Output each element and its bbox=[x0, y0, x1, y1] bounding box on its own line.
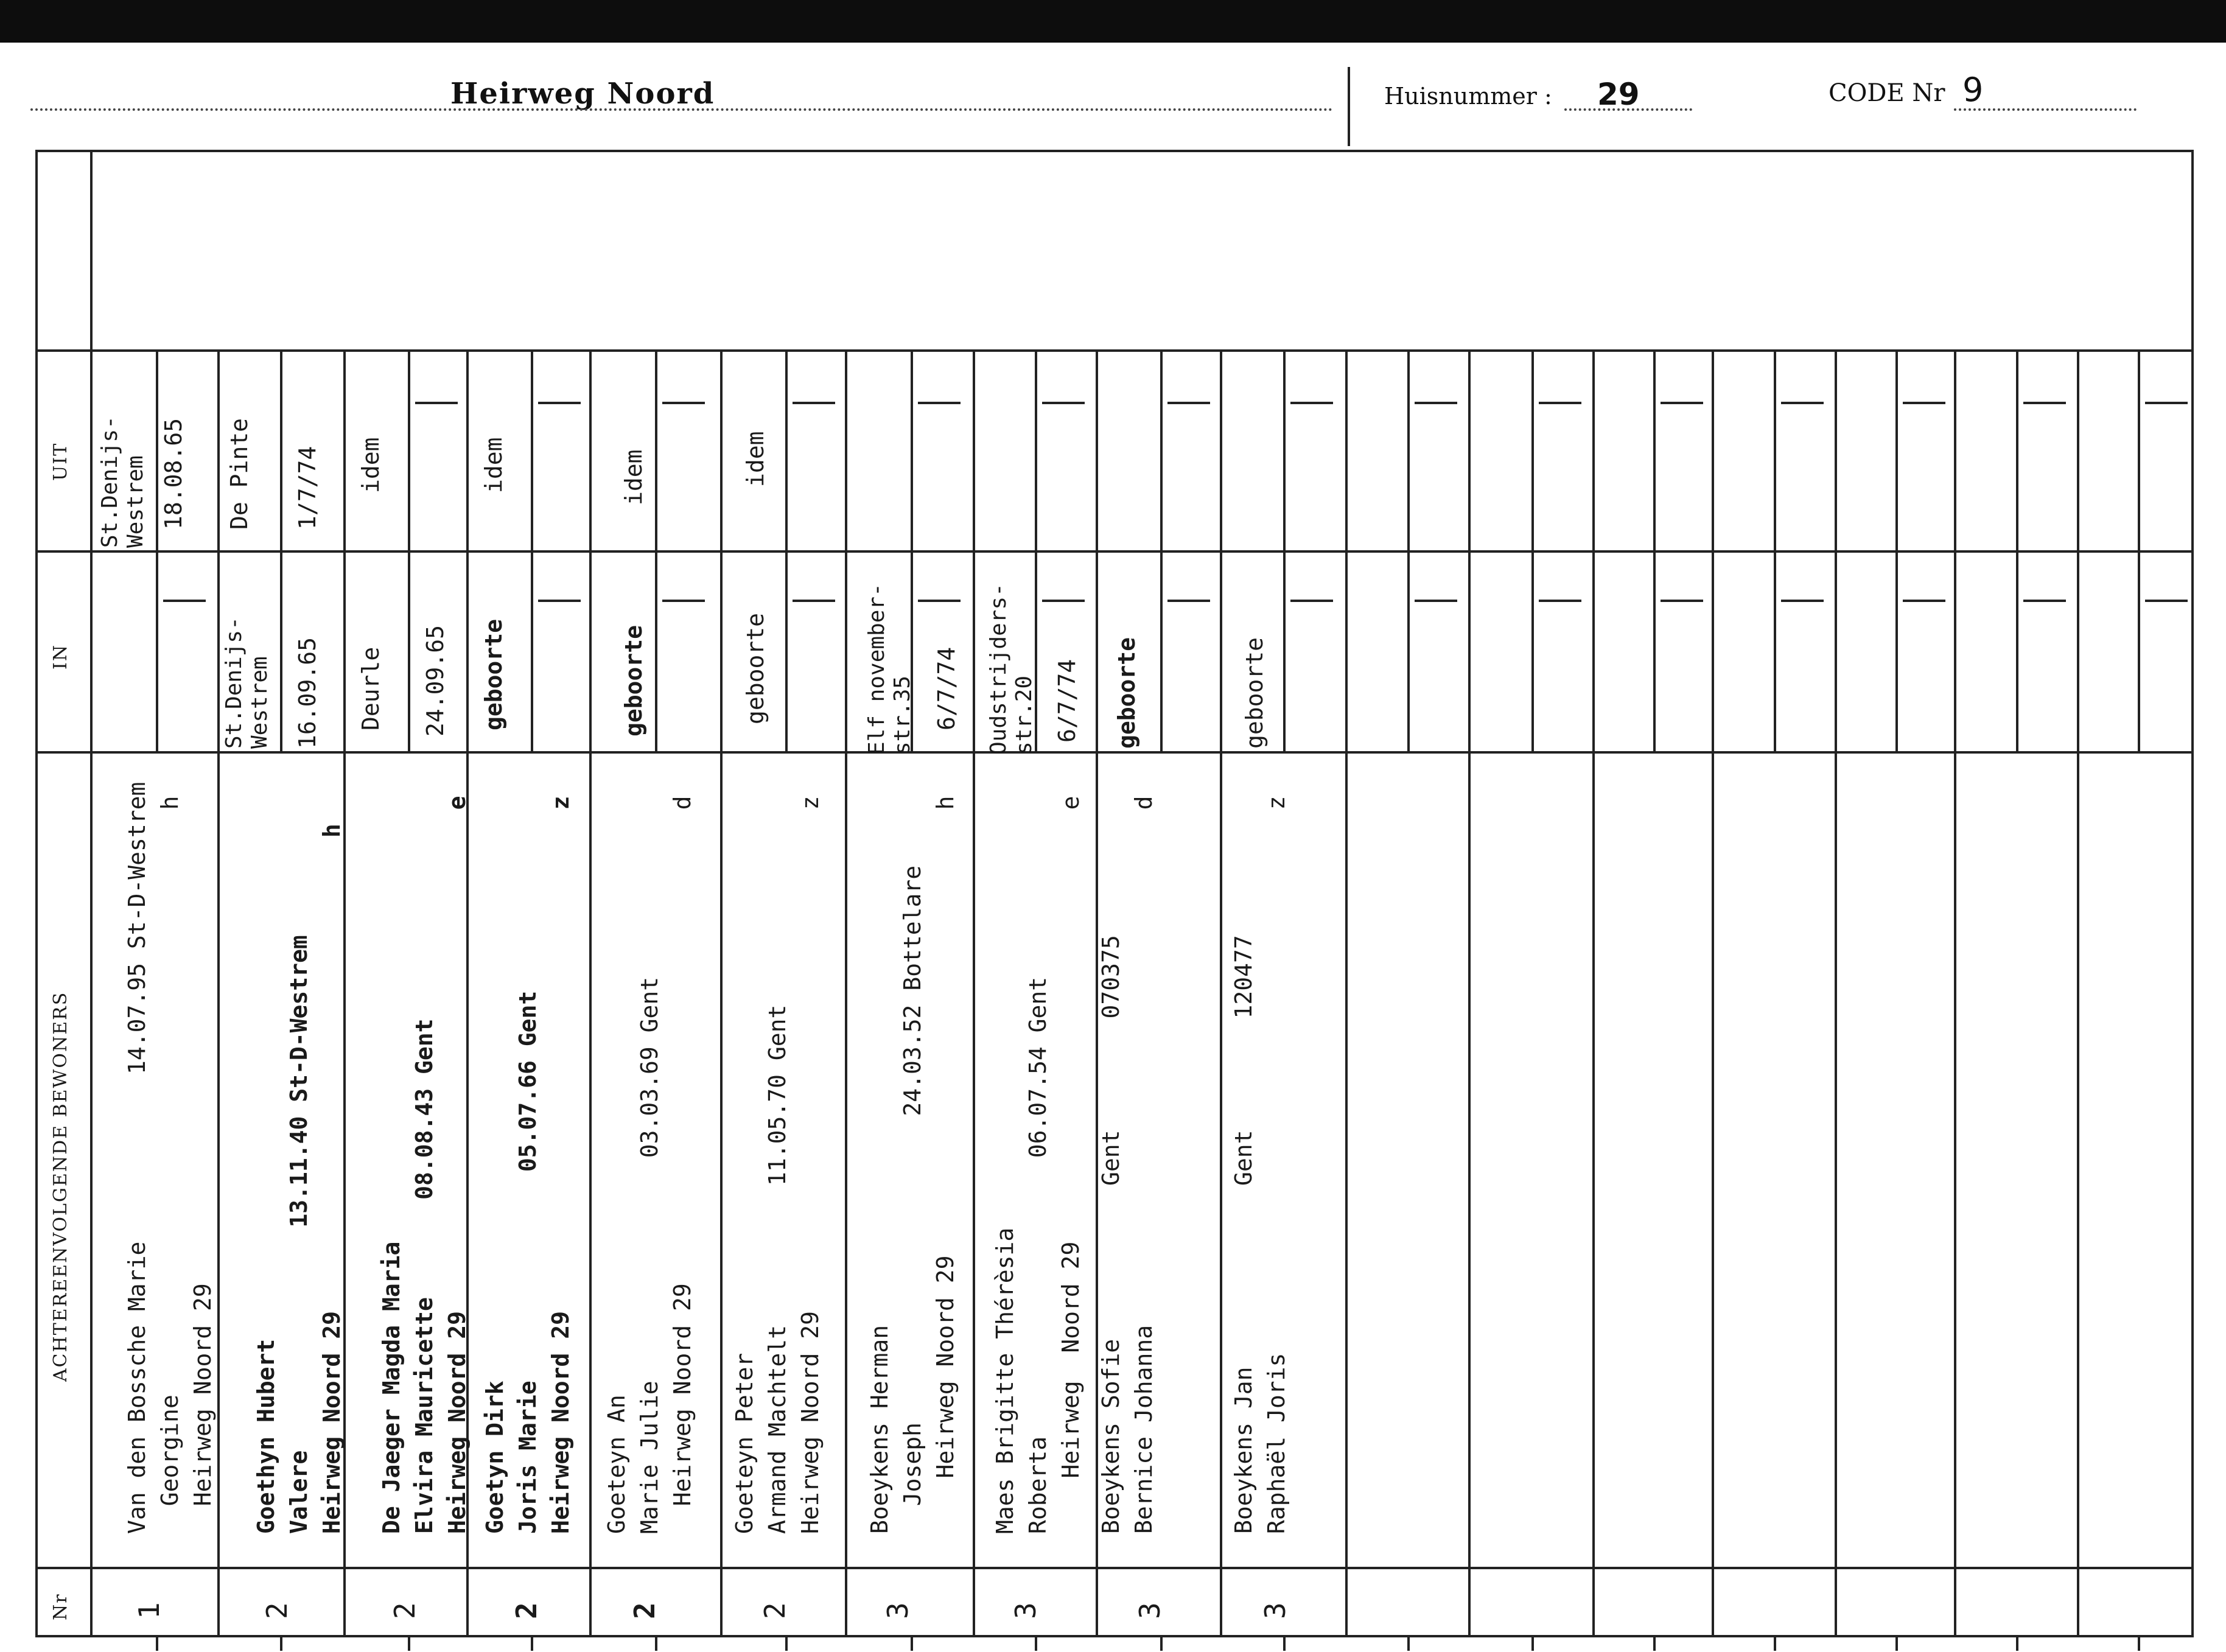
nr-row-label: Nr bbox=[50, 1593, 71, 1620]
uit-place: idem bbox=[742, 431, 769, 487]
resident-entry: Goetyn Dirk Joris Marie 05.07.66 Gent Heirweg Noord 29 z bbox=[481, 796, 574, 1534]
nr-value: 2 bbox=[261, 1602, 293, 1619]
in-date: 16.09.65 bbox=[294, 637, 321, 749]
half-column-divider bbox=[1407, 550, 1410, 751]
bottom-tick bbox=[1531, 1635, 1534, 1651]
half-column-divider bbox=[1407, 349, 1410, 550]
nr-value: 2 bbox=[510, 1602, 543, 1619]
half-column-divider bbox=[2138, 349, 2140, 550]
half-column-divider bbox=[531, 349, 533, 550]
bottom-tick bbox=[1160, 1635, 1163, 1651]
half-column-divider bbox=[280, 349, 282, 550]
in-place: geboorte bbox=[1241, 637, 1268, 749]
empty-cell-dash bbox=[2145, 600, 2188, 602]
half-column-divider bbox=[1283, 349, 1286, 550]
house-number-label: Huisnummer : bbox=[1384, 83, 1552, 110]
nr-row-top bbox=[35, 1567, 2194, 1569]
column-divider bbox=[1835, 349, 1837, 1637]
top-border-bar bbox=[0, 0, 2226, 43]
street-dotted-line bbox=[30, 108, 1333, 111]
in-place: geboorte bbox=[480, 618, 507, 730]
uit-place: De Pinte bbox=[226, 418, 253, 530]
street-name: Heirweg Noord bbox=[450, 77, 715, 111]
half-column-divider bbox=[655, 349, 657, 550]
resident-entry: Boeykens Herman Joseph 24.03.52 Bottelare Heirweg Noord 29 h bbox=[866, 796, 959, 1534]
resident-entry: De Jaeger Magda Maria Elvira Mauricette 08.08.43 Gent Heirweg Noord 29 e bbox=[378, 796, 471, 1534]
in-date: 24.09.65 bbox=[422, 625, 449, 737]
half-column-divider bbox=[785, 550, 788, 751]
in-date: 6/7/74 bbox=[1054, 659, 1080, 743]
nr-value: 1 bbox=[133, 1602, 166, 1619]
half-column-divider bbox=[1895, 349, 1898, 550]
empty-cell-dash bbox=[538, 402, 581, 404]
in-date: 6/7/74 bbox=[933, 646, 960, 730]
empty-cell-dash bbox=[2023, 600, 2066, 602]
table-border-top bbox=[35, 150, 2194, 152]
bottom-tick bbox=[1407, 1635, 1410, 1651]
in-place: St.Denijs- Westrem bbox=[222, 617, 272, 749]
table-border-bottom bbox=[35, 1635, 2194, 1637]
resident-entry: Goeteyn An Marie Julie 03.03.69 Gent Heirweg Noord 29 d bbox=[603, 796, 696, 1534]
uit-place: idem bbox=[620, 449, 647, 505]
half-column-divider bbox=[408, 349, 410, 550]
nr-value: 3 bbox=[1009, 1602, 1042, 1619]
empty-cell-dash bbox=[1042, 402, 1085, 404]
bottom-tick bbox=[1283, 1635, 1286, 1651]
empty-cell-dash bbox=[662, 600, 705, 602]
nr-value: 2 bbox=[628, 1602, 661, 1619]
half-column-divider bbox=[1653, 550, 1656, 751]
bottom-tick bbox=[1774, 1635, 1776, 1651]
half-column-divider bbox=[408, 550, 410, 751]
nr-value: 2 bbox=[388, 1602, 421, 1619]
column-divider bbox=[2077, 349, 2079, 1637]
column-divider bbox=[973, 349, 975, 1637]
in-row-label: IN bbox=[50, 643, 71, 670]
column-divider bbox=[1592, 349, 1595, 1637]
house-number-value: 29 bbox=[1597, 77, 1640, 112]
column-divider bbox=[1954, 349, 1956, 1637]
empty-cell-dash bbox=[1539, 600, 1581, 602]
resident-entry: Boeykens Jan Gent 120477 Raphaël Joris z bbox=[1230, 796, 1290, 1534]
empty-cell-dash bbox=[918, 402, 961, 404]
nr-value: 3 bbox=[1259, 1602, 1292, 1619]
empty-cell-dash bbox=[1415, 402, 1457, 404]
half-column-divider bbox=[2016, 550, 2018, 751]
bottom-tick bbox=[1895, 1635, 1898, 1651]
nr-value: 2 bbox=[758, 1602, 791, 1619]
half-column-divider bbox=[1531, 349, 1534, 550]
half-column-divider bbox=[1653, 349, 1656, 550]
residents-row-label: ACHTEREENVOLGENDE BEWONERS bbox=[50, 991, 71, 1382]
bottom-tick bbox=[911, 1635, 913, 1651]
empty-cell-dash bbox=[1290, 402, 1333, 404]
in-place: geboorte bbox=[1113, 637, 1140, 749]
in-place: geboorte bbox=[742, 612, 769, 724]
empty-cell-dash bbox=[538, 600, 581, 602]
residents-row-top bbox=[35, 751, 2194, 754]
empty-cell-dash bbox=[1042, 600, 1085, 602]
code-number: 9 bbox=[1962, 71, 1984, 109]
column-divider bbox=[1712, 349, 1714, 1637]
empty-cell-dash bbox=[662, 402, 705, 404]
bottom-tick bbox=[280, 1635, 282, 1651]
column-divider bbox=[1345, 349, 1348, 1637]
empty-cell-dash bbox=[1290, 600, 1333, 602]
resident-entry: Van den Bossche Marie 14.07.95 St-D-Westrem Georgine h Heirweg Noord 29 bbox=[124, 782, 216, 1534]
in-place: Deurle bbox=[357, 646, 384, 730]
bottom-tick bbox=[531, 1635, 533, 1651]
bottom-tick bbox=[785, 1635, 788, 1651]
half-column-divider bbox=[280, 550, 282, 751]
uit-place: St.Denijs- Westrem bbox=[97, 416, 148, 548]
empty-cell-dash bbox=[1903, 600, 1945, 602]
half-column-divider bbox=[156, 550, 158, 751]
empty-cell-dash bbox=[1167, 402, 1210, 404]
resident-entry: Boeykens Sofie Gent 070375 Bernice Johanna d bbox=[1097, 796, 1157, 1534]
table-border-left bbox=[35, 150, 38, 1637]
bottom-tick bbox=[1035, 1635, 1037, 1651]
empty-cell-dash bbox=[163, 600, 206, 602]
half-column-divider bbox=[1160, 349, 1163, 550]
uit-place: idem bbox=[480, 437, 507, 493]
half-column-divider bbox=[1774, 550, 1776, 751]
code-label: CODE Nr bbox=[1829, 79, 1945, 107]
empty-cell-dash bbox=[2023, 402, 2066, 404]
half-column-divider bbox=[1035, 349, 1037, 550]
bottom-tick bbox=[408, 1635, 410, 1651]
nr-value: 3 bbox=[881, 1602, 914, 1619]
bottom-tick bbox=[2016, 1635, 2018, 1651]
half-column-divider bbox=[2016, 349, 2018, 550]
resident-entry: Maes Brigitte Thérèsia Roberta 06.07.54 Gent Heirweg Noord 29 e bbox=[992, 796, 1084, 1534]
half-column-divider bbox=[1895, 550, 1898, 751]
half-column-divider bbox=[531, 550, 533, 751]
empty-cell-dash bbox=[793, 402, 835, 404]
bottom-tick bbox=[2138, 1635, 2140, 1651]
half-column-divider bbox=[785, 349, 788, 550]
empty-cell-dash bbox=[415, 402, 458, 404]
half-column-divider bbox=[1283, 550, 1286, 751]
column-divider bbox=[1468, 349, 1471, 1637]
empty-cell-dash bbox=[793, 600, 835, 602]
empty-cell-dash bbox=[1781, 600, 1824, 602]
uit-place: idem bbox=[357, 437, 384, 493]
resident-entry: Goeteyn Peter Armand Machtelt 11.05.70 Gent Heirweg Noord 29 z bbox=[731, 796, 824, 1534]
header-divider bbox=[1348, 67, 1350, 146]
empty-cell-dash bbox=[1415, 600, 1457, 602]
uit-row-label: UIT bbox=[50, 442, 71, 481]
empty-cell-dash bbox=[1167, 600, 1210, 602]
empty-cell-dash bbox=[1661, 402, 1703, 404]
half-column-divider bbox=[1531, 550, 1534, 751]
column-divider bbox=[720, 349, 723, 1637]
empty-cell-dash bbox=[1903, 402, 1945, 404]
table-border-right bbox=[2191, 150, 2194, 1637]
label-column-divider bbox=[90, 150, 93, 1637]
in-row-top bbox=[35, 550, 2194, 553]
uit-date: 1/7/74 bbox=[294, 446, 321, 530]
empty-cell-dash bbox=[1661, 600, 1703, 602]
bottom-tick bbox=[1653, 1635, 1656, 1651]
uit-date: 18.08.65 bbox=[160, 418, 187, 530]
in-place: Oudstrijders- str.20 bbox=[986, 583, 1037, 755]
bottom-tick bbox=[156, 1635, 158, 1651]
uit-row-top bbox=[35, 349, 2194, 352]
in-place: geboorte bbox=[620, 625, 647, 737]
half-column-divider bbox=[911, 349, 913, 550]
in-place: Elf november- str.35 bbox=[864, 583, 915, 755]
empty-cell-dash bbox=[1781, 402, 1824, 404]
resident-entry: Goethyn Hubert Valere 13.11.40 St-D-Westrem Heirweg Noord 29 h bbox=[253, 824, 345, 1534]
half-column-divider bbox=[1774, 349, 1776, 550]
column-divider bbox=[1220, 349, 1222, 1637]
column-divider bbox=[589, 349, 592, 1637]
nr-value: 3 bbox=[1133, 1602, 1166, 1619]
half-column-divider bbox=[2138, 550, 2140, 751]
half-column-divider bbox=[655, 550, 657, 751]
bottom-tick bbox=[655, 1635, 657, 1651]
half-column-divider bbox=[1160, 550, 1163, 751]
empty-cell-dash bbox=[918, 600, 961, 602]
empty-cell-dash bbox=[2145, 402, 2188, 404]
column-divider bbox=[845, 349, 847, 1637]
empty-cell-dash bbox=[1539, 402, 1581, 404]
